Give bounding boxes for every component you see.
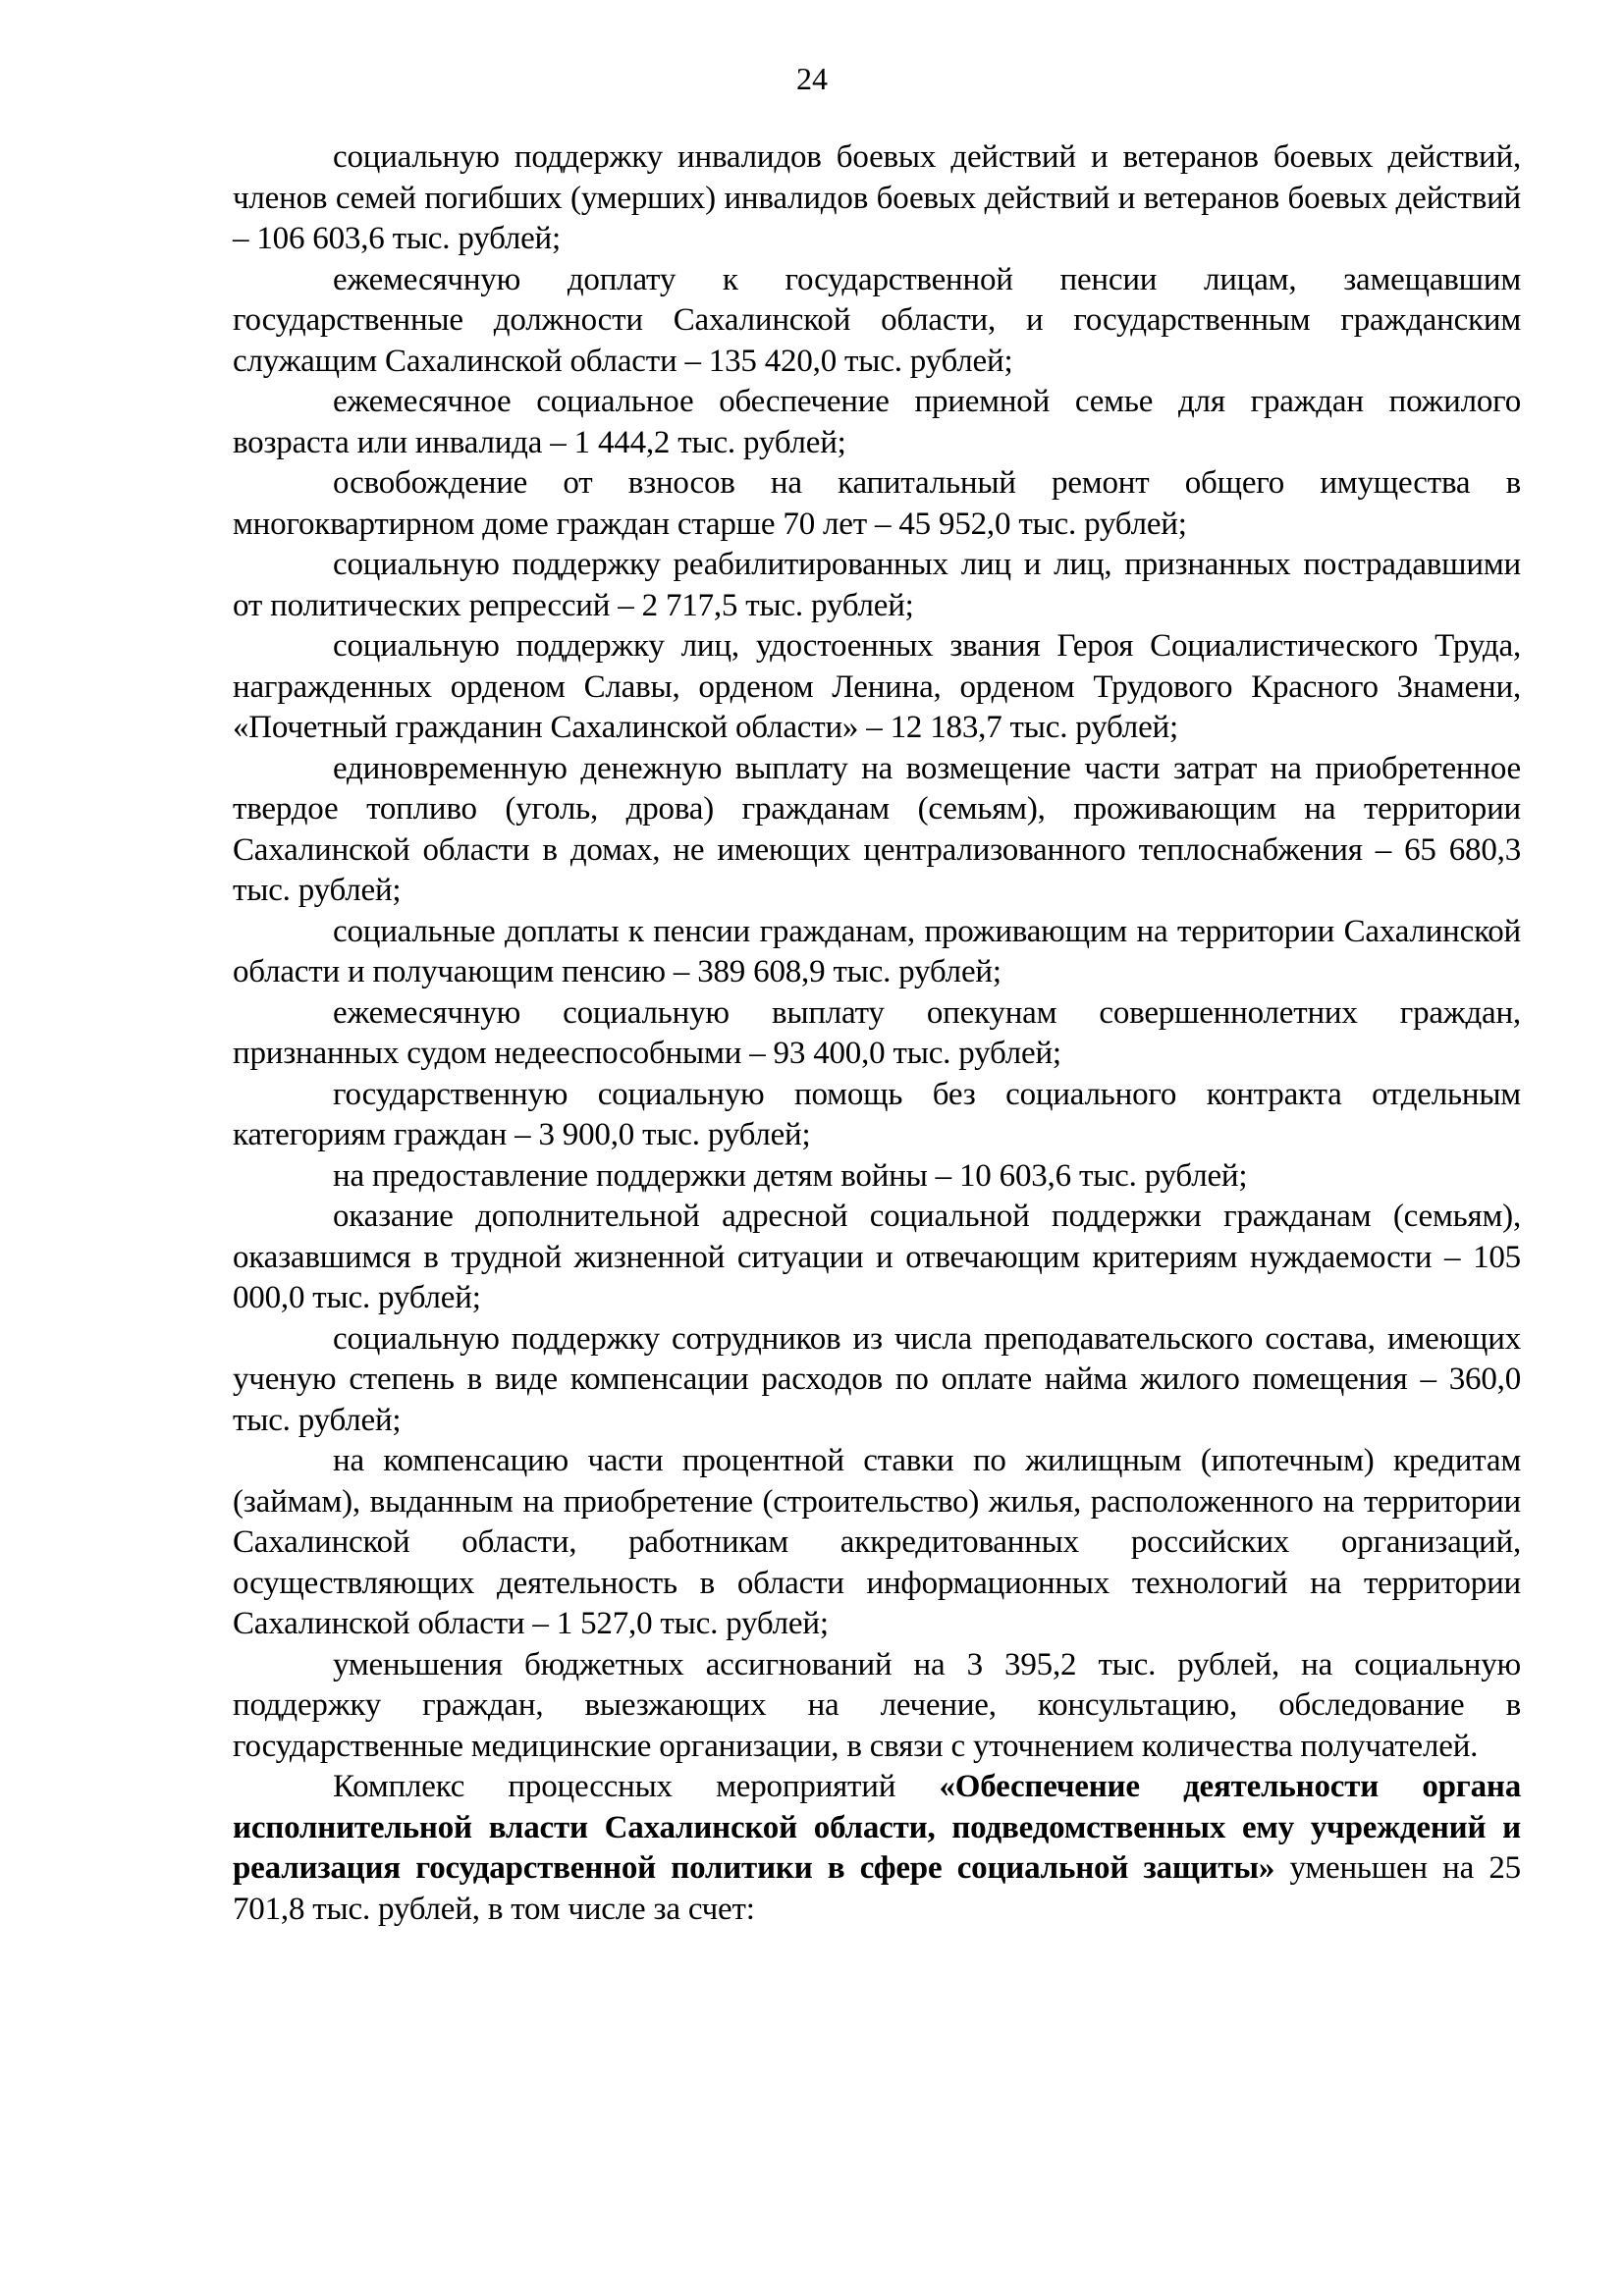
paragraph-process-measures-complex (233, 1767, 1521, 1930)
paragraph-rehabilitated-persons: социальную поддержку реабилитированных лиц и лиц, признанных пострадавшими от политических репрессий – 2 717,5 тыс. рублей; (233, 547, 1521, 623)
paragraph-mortgage-compensation-it: на компенсацию части процентной ставки по жилищным (ипотечным) кредитам (займам), выданным на приобретение (строительство) жилья, расположенного на территории Сахалинской области, работникам аккредитованных российских организаций, осуществляющих деятельность в области информационных технологий на территории Сахалинской области – 1 527,0 тыс. рублей; (233, 1443, 1521, 1641)
paragraph-children-of-war: на предоставление поддержки детям войны – 10 603,6 тыс. рублей; (333, 1157, 1248, 1194)
paragraph-solid-fuel-payment: единовременную денежную выплату на возмещение части затрат на приобретенное твердое топливо (уголь, дрова) гражданам (семьям), проживающим на территории Сахалинской области в домах, не имеющих централизованного теплоснабжения – 65 680,3 тыс. рублей; (233, 750, 1521, 908)
document-body (233, 137, 1521, 1930)
paragraph-capital-repair-exemption: освобождение от взносов на капитальный ремонт общего имущества в многоквартирном доме граждан старше 70 лет – 45 952,0 тыс. рублей; (233, 465, 1521, 542)
paragraph-pension-supplement-officials: ежемесячную доплату к государственной пенсии лицам, замещавшим государственные должности Сахалинской области, и государственным гражданским служащим Сахалинской области – 135 420,0 тыс. рублей; (233, 261, 1521, 379)
process-measures-title: «Обеспечение деятельности органа исполнительной власти Сахалинской области, подведомственных ему учреждений и реализация государственной политики в сфере социальной защиты» (233, 1769, 1521, 1886)
paragraph-social-pension-supplements: социальные доплаты к пенсии гражданам, проживающим на территории Сахалинской области и получающим пенсию – 389 608,9 тыс. рублей; (233, 913, 1521, 989)
page-number: 24 (796, 61, 828, 96)
paragraph-targeted-social-support: оказание дополнительной адресной социальной поддержки гражданам (семьям), оказавшимся в трудной жизненной ситуации и отвечающим критериям нуждаемости – 105 000,0 тыс. рублей; (233, 1199, 1521, 1315)
paragraph-state-social-assistance: государственную социальную помощь без социального контракта отдельным категориям граждан – 3 900,0 тыс. рублей; (233, 1076, 1521, 1152)
paragraph-heroes-honorary-citizens: социальную поддержку лиц, удостоенных звания Героя Социалистического Труда, награжденных орденом Славы, орденом Ленина, орденом Трудового Красного Знамени, «Почетный гражданин Сахалинской области» – 12 183,7 тыс. рублей; (233, 628, 1521, 745)
process-measures-prefix: Комплекс процессных мероприятий (333, 1769, 940, 1804)
paragraph-teaching-staff-housing: социальную поддержку сотрудников из числа преподавательского состава, имеющих ученую степень в виде компенсации расходов по оплате найма жилого помещения – 360,0 тыс. рублей; (233, 1320, 1521, 1438)
process-measures-suffix: уменьшен на 25 701,8 тыс. рублей, в том числе за счет: (233, 1850, 1521, 1927)
paragraph-foster-family-elderly: ежемесячное социальное обеспечение приемной семье для граждан пожилого возраста или инвалида – 1 444,2 тыс. рублей; (233, 384, 1521, 460)
paragraph-medical-travel-reduction: уменьшения бюджетных ассигнований на 3 395,2 тыс. рублей, на социальную поддержку граждан, выезжающих на лечение, консультацию, обследование в государственные медицинские организации, в связи с уточнением количества получателей. (233, 1646, 1521, 1764)
paragraph-guardians-payment: ежемесячную социальную выплату опекунам совершеннолетних граждан, признанных судом недееспособными – 93 400,0 тыс. рублей; (233, 994, 1521, 1071)
paragraph-combat-veterans-support: социальную поддержку инвалидов боевых действий и ветеранов боевых действий, членов семей погибших (умерших) инвалидов боевых действий и ветеранов боевых действий – 106 603,6 тыс. рублей; (233, 139, 1521, 256)
